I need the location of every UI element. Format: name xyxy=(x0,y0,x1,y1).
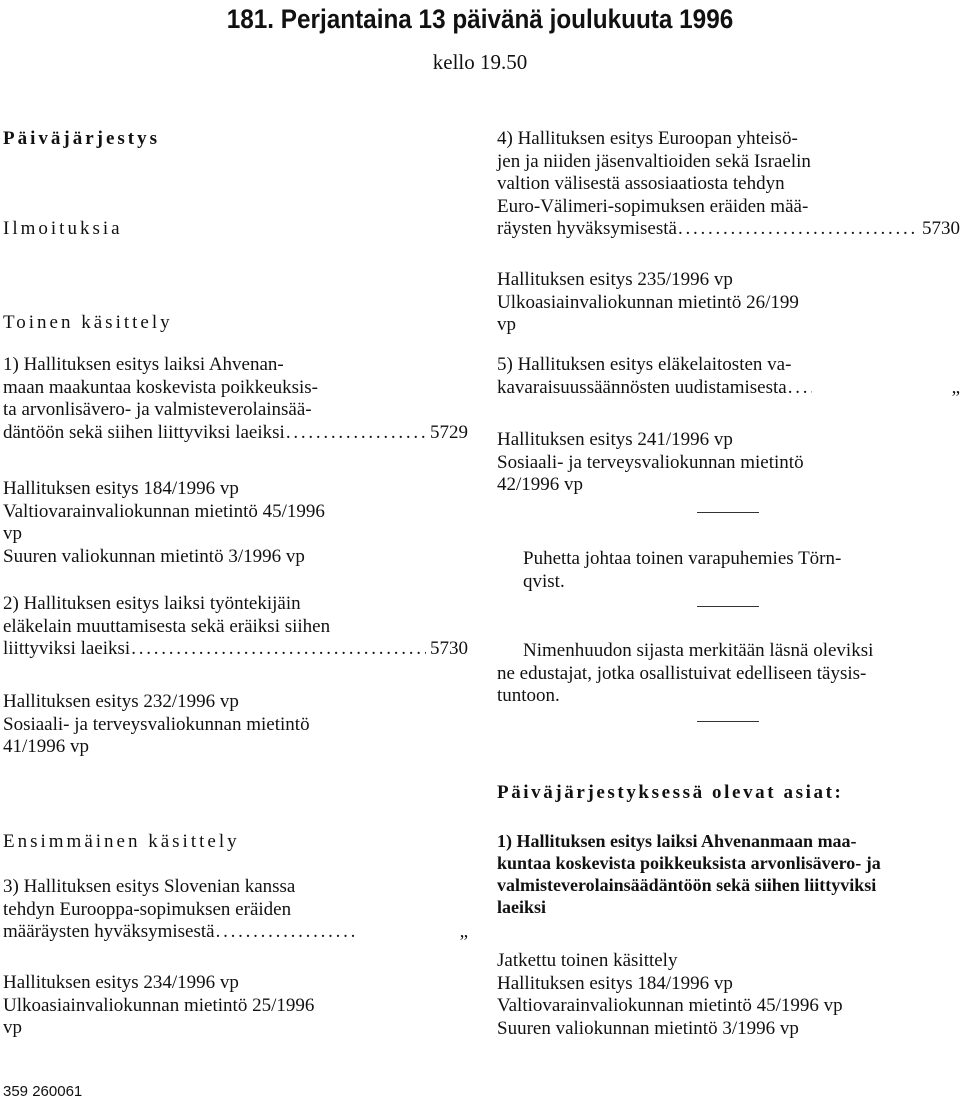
notice-line: ne edustajat, jotka osallistuivat edelliseen täysis- xyxy=(497,662,867,684)
item-3-references xyxy=(3,972,468,1040)
item-leader-line xyxy=(497,218,960,241)
item-line: 5) Hallituksen esitys eläkelaitosten va- xyxy=(497,354,792,375)
item-line: liittyviksi laeiksi xyxy=(3,638,131,659)
agenda-heading: Päiväjärjestys xyxy=(3,128,161,149)
reference-line: Hallituksen esitys 241/1996 vp xyxy=(497,429,733,450)
chair-notice xyxy=(497,548,960,593)
item-line: kavaraisuussäännösten uudistamisesta xyxy=(497,376,787,398)
footer-code: 359 260061 xyxy=(3,1083,83,1100)
page-title: 181. Perjantaina 13 päivänä joulukuuta 1996 xyxy=(226,4,734,34)
separator-rule xyxy=(697,512,759,513)
reference-line: Hallituksen esitys 235/1996 vp xyxy=(497,269,733,290)
item-5-references xyxy=(497,429,960,497)
item-line: valmisteverolainsäädäntöön sekä siihen liittyviksi xyxy=(497,875,877,895)
reference-line: Jatkettu toinen käsittely xyxy=(497,950,678,971)
item-leader-line xyxy=(497,377,960,400)
item-line: tehdyn Eurooppa-sopimuksen eräiden xyxy=(3,898,292,920)
continued-reading xyxy=(497,950,960,1040)
item-line: jen ja niiden jäsenvaltioiden sekä Israelin xyxy=(497,150,811,172)
reference-line: Hallituksen esitys 184/1996 vp xyxy=(3,478,239,499)
rollcall-notice xyxy=(497,640,960,708)
dot-leader xyxy=(131,638,426,661)
second-reading-heading: Toinen käsittely xyxy=(3,312,173,333)
item-line: eläkelain muuttamisesta sekä eräiksi siihen xyxy=(3,615,331,637)
item-leader-line xyxy=(3,422,468,445)
ditto-mark: „ xyxy=(459,921,468,942)
item-line: valtion välisestä assosiaatiosta tehdyn xyxy=(497,173,785,194)
item-line: räysten hyväksymisestä xyxy=(497,218,677,239)
item-line: laeiksi xyxy=(497,897,547,917)
dot-leader xyxy=(788,377,812,400)
dot-leader xyxy=(286,422,426,445)
reference-line: Sosiaali- ja terveysvaliokunnan mietintö xyxy=(3,713,310,735)
reference-line: 41/1996 vp xyxy=(3,736,90,757)
reference-line: Hallituksen esitys 184/1996 vp xyxy=(497,972,733,994)
item-line: Euro-Välimeri-sopimuksen eräiden mää- xyxy=(497,195,809,217)
agenda-item-1 xyxy=(3,354,468,444)
item-4-references xyxy=(497,269,960,337)
session-time: kello 19.50 xyxy=(432,50,528,74)
reference-line: 42/1996 vp xyxy=(497,474,584,495)
item-line: maan maakuntaa koskevista poikkeuksis- xyxy=(3,376,319,398)
item-line: 1) Hallituksen esitys laiksi Ahvenan- xyxy=(3,354,284,375)
notice-line: qvist. xyxy=(523,570,565,592)
item-line: 1) Hallituksen esitys laiksi Ahvenanmaan maa- xyxy=(497,831,857,851)
item-line: määräysten hyväksymisestä xyxy=(3,921,215,942)
first-reading-heading: Ensimmäinen käsittely xyxy=(3,831,240,852)
item-1-references xyxy=(3,478,468,568)
page-number: 5729 xyxy=(430,421,468,443)
item-leader-line xyxy=(3,638,468,661)
reference-line: Ulkoasiainvaliokunnan mietintö 25/1996 xyxy=(3,994,315,1016)
bold-agenda-item-1 xyxy=(497,830,960,918)
item-2-references xyxy=(3,691,468,759)
item-line: 3) Hallituksen esitys Slovenian kanssa xyxy=(3,876,296,897)
item-line: kuntaa koskevista poikkeuksista arvonlisävero- ja xyxy=(497,853,881,873)
reference-line: Hallituksen esitys 234/1996 vp xyxy=(3,972,239,993)
reference-line: Suuren valiokunnan mietintö 3/1996 vp xyxy=(497,1017,799,1039)
item-line: ta arvonlisävero- ja valmisteverolainsää- xyxy=(3,399,312,420)
item-line: däntöön sekä siihen liittyviksi laeiksi xyxy=(3,421,285,443)
agenda-item-4 xyxy=(497,128,960,241)
reference-line: Hallituksen esitys 232/1996 vp xyxy=(3,691,239,712)
notice-line: Nimenhuudon sijasta merkitään läsnä oleviksi xyxy=(523,640,874,661)
reference-line: Valtiovarainvaliokunnan mietintö 45/1996 vp xyxy=(497,995,843,1016)
agenda-items-heading: Päiväjärjestyksessä olevat asiat: xyxy=(497,782,844,803)
notice-line: Puhetta johtaa toinen varapuhemies Törn- xyxy=(523,548,842,569)
item-line: 2) Hallituksen esitys laiksi työntekijäin xyxy=(3,593,301,614)
separator-rule xyxy=(697,721,759,722)
reference-line: Ulkoasiainvaliokunnan mietintö 26/199 xyxy=(497,291,799,313)
reference-line: vp xyxy=(3,1017,22,1038)
agenda-item-3 xyxy=(3,876,468,944)
dot-leader xyxy=(216,921,356,944)
announcements-heading: Ilmoituksia xyxy=(3,218,123,239)
separator-rule xyxy=(697,606,759,607)
page-number: 5730 xyxy=(430,638,468,659)
reference-line: Sosiaali- ja terveysvaliokunnan mietintö xyxy=(497,451,804,473)
agenda-item-5 xyxy=(497,354,960,399)
reference-line: Valtiovarainvaliokunnan mietintö 45/1996 xyxy=(3,500,325,522)
reference-line: vp xyxy=(3,523,22,544)
agenda-item-2 xyxy=(3,593,468,661)
item-leader-line xyxy=(3,921,468,944)
reference-line: vp xyxy=(497,314,516,335)
reference-line: Suuren valiokunnan mietintö 3/1996 vp xyxy=(3,545,305,567)
notice-line: tuntoon. xyxy=(497,685,560,706)
ditto-mark: „ xyxy=(951,376,960,398)
item-line: 4) Hallituksen esitys Euroopan yhteisö- xyxy=(497,128,798,149)
dot-leader xyxy=(678,218,918,241)
page-number: 5730 xyxy=(922,218,960,239)
